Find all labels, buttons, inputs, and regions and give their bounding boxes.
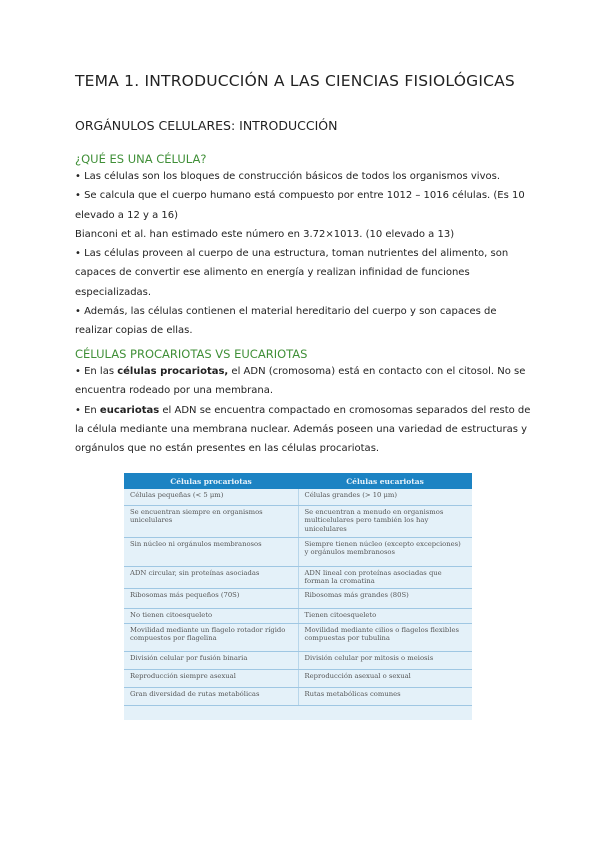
table-row: [124, 623, 472, 651]
table-row: [124, 608, 472, 623]
table-cell: Siempre tienen núcleo (excepto excepciones) y orgánulos membranosos: [298, 537, 472, 566]
text-span: el ADN se encuentra compactado en cromosomas separados del resto de la célula mediante una membrana nuclear. Además poseen una variedad de estructuras y orgánulos que no están presentes en las células procariotas.: [75, 404, 531, 455]
table-row: [124, 505, 472, 537]
bold-term-eucariotas: eucariotas: [99, 404, 160, 416]
paragraph-line: • Las células son los bloques de construcción básicos de todos los organismos vivos.: [75, 171, 500, 182]
table-cell: No tienen citoesqueleto: [124, 608, 298, 623]
table-cell: Células grandes (> 10 μm): [298, 489, 472, 505]
table-cell: Células pequeñas (< 5 μm): [124, 489, 298, 505]
section-heading-que-es-celula: ¿QUÉ ES UNA CÉLULA?: [75, 152, 207, 166]
paragraph-line: • Además, las células contienen el material hereditario del cuerpo y son capaces de realizar copias de ellas.: [75, 306, 497, 337]
page-title: TEMA 1. INTRODUCCIÓN A LAS CIENCIAS FISIOLÓGICAS: [75, 72, 515, 90]
paragraph-procariotas: [75, 362, 535, 401]
table-cell: Ribosomas más grandes (80S): [298, 588, 472, 608]
table-cell: ADN circular, sin proteínas asociadas: [124, 566, 298, 588]
table-row: [124, 588, 472, 608]
text-span: • En: [75, 404, 100, 416]
table-row: [124, 566, 472, 588]
table-row: [124, 669, 472, 687]
table-cell: Reproducción asexual o sexual: [298, 669, 472, 687]
table-cell: Tienen citoesqueleto: [298, 608, 472, 623]
table-cell: Ribosomas más pequeños (70S): [124, 588, 298, 608]
comparison-table: [124, 473, 472, 706]
table-row: [124, 651, 472, 669]
comparison-table-image: [124, 473, 472, 720]
page-subtitle: ORGÁNULOS CELULARES: INTRODUCCIÓN: [75, 118, 338, 133]
section2-body: [75, 362, 535, 458]
text-span: • En las: [75, 366, 118, 377]
table-cell: Se encuentran siempre en organismos unicelulares: [124, 505, 298, 537]
table-header-procariotas: Células procariotas: [124, 473, 298, 489]
table-cell: Movilidad mediante cilios o flagelos flexibles compuestas por tubulina: [298, 623, 472, 651]
table-cell: Movilidad mediante un flagelo rotador rígido compuestos por flagelina: [124, 623, 298, 651]
table-cell: División celular por mitosis o meiosis: [298, 651, 472, 669]
table-cell: División celular por fusión binaria: [124, 651, 298, 669]
bold-term-procariotas: células procariotas,: [117, 366, 229, 377]
table-row: [124, 489, 472, 505]
text-span: el ADN (cromosoma) está en contacto con el citosol. No se encuentra rodeado por una membrana.: [75, 366, 526, 397]
table-cell: ADN lineal con proteínas asociadas que forman la cromatina: [298, 566, 472, 588]
paragraph-line: • Se calcula que el cuerpo humano está compuesto por entre 1012 – 1016 células. (Es 10 elevado a 12 y a 16): [75, 190, 525, 221]
table-cell: Rutas metabólicas comunes: [298, 687, 472, 705]
table-cell: Sin núcleo ni orgánulos membranosos: [124, 537, 298, 566]
table-cell: Reproducción siempre asexual: [124, 669, 298, 687]
table-cell: Gran diversidad de rutas metabólicas: [124, 687, 298, 705]
paragraph-line: • Las células proveen al cuerpo de una estructura, toman nutrientes del alimento, son capaces de convertir ese alimento en energía y realizan infinidad de funciones especializadas.: [75, 248, 509, 298]
table-row: [124, 687, 472, 705]
table-header-eucariotas: Células eucariotas: [298, 473, 472, 489]
table-row: [124, 537, 472, 566]
table-cell: Se encuentran a menudo en organismos multicelulares pero también los hay unicelulares: [298, 505, 472, 537]
paragraph-line: Bianconi et al. han estimado este número en 3.72×1013. (10 elevado a 13): [75, 228, 455, 240]
section-heading-procariotas-eucariotas: CÉLULAS PROCARIOTAS VS EUCARIOTAS: [75, 347, 308, 361]
section1-body: [75, 167, 535, 341]
paragraph-eucariotas: [75, 401, 535, 459]
